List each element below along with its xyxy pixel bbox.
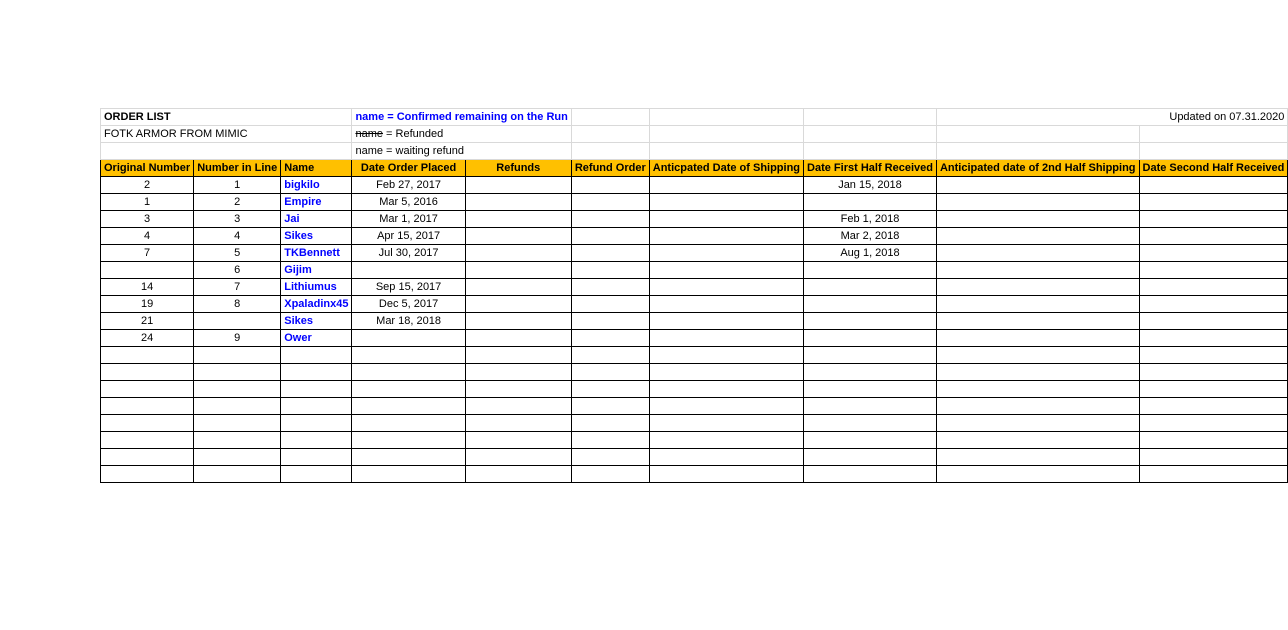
cell[interactable] — [465, 415, 571, 432]
cell[interactable] — [649, 245, 803, 262]
cell[interactable] — [571, 262, 649, 279]
legend-refunded-text: = Refunded — [382, 127, 444, 140]
cell-line[interactable] — [194, 466, 281, 483]
cell-original[interactable]: 4 — [101, 228, 194, 245]
cell-date[interactable] — [352, 381, 465, 398]
cell[interactable] — [936, 415, 1139, 432]
legend-confirmed[interactable]: name = Confirmed remaining on the Run — [352, 109, 571, 126]
cell-date[interactable]: Jul 30, 2017 — [352, 245, 465, 262]
cell-line[interactable] — [194, 347, 281, 364]
cell[interactable] — [936, 177, 1139, 194]
cell[interactable] — [571, 466, 649, 483]
cell[interactable] — [1139, 194, 1288, 211]
cell-line[interactable] — [194, 449, 281, 466]
cell-original[interactable]: 19 — [101, 296, 194, 313]
cell[interactable] — [936, 228, 1139, 245]
cell[interactable] — [1139, 466, 1288, 483]
table-row — [101, 449, 1288, 466]
cell[interactable] — [571, 194, 649, 211]
cell[interactable] — [1139, 211, 1288, 228]
cell[interactable] — [465, 364, 571, 381]
cell[interactable] — [936, 432, 1139, 449]
cell[interactable] — [649, 177, 803, 194]
cell[interactable] — [936, 194, 1139, 211]
cell-original[interactable] — [101, 381, 194, 398]
cell-name[interactable] — [281, 449, 352, 466]
cell[interactable] — [1139, 398, 1288, 415]
cell-name[interactable]: Gijim — [281, 262, 352, 279]
cell-name[interactable]: Ower — [281, 330, 352, 347]
title-row — [101, 109, 1288, 126]
cell-name[interactable] — [281, 364, 352, 381]
cell[interactable] — [1139, 245, 1288, 262]
header-date-order-placed[interactable]: Date Order Placed — [352, 160, 465, 177]
cell-name[interactable]: Sikes — [281, 228, 352, 245]
cell-name[interactable]: Xpaladinx45 — [281, 296, 352, 313]
cell-date[interactable]: Apr 15, 2017 — [352, 228, 465, 245]
updated-date[interactable]: Updated on 07.31.2020 — [936, 109, 1287, 126]
cell[interactable] — [465, 449, 571, 466]
cell-date[interactable]: Sep 15, 2017 — [352, 279, 465, 296]
cell-line[interactable]: 3 — [194, 211, 281, 228]
header-second-half-received[interactable]: Date Second Half Received — [1139, 160, 1288, 177]
cell[interactable] — [571, 415, 649, 432]
sheet-title[interactable]: ORDER LIST — [101, 109, 352, 126]
cell[interactable] — [465, 262, 571, 279]
cell[interactable] — [1139, 381, 1288, 398]
header-anticipated-2nd-half[interactable]: Anticipated date of 2nd Half Shipping — [936, 160, 1139, 177]
cell[interactable] — [1139, 177, 1288, 194]
header-row — [101, 160, 1288, 177]
cell[interactable] — [465, 432, 571, 449]
cell-date[interactable] — [352, 398, 465, 415]
cell-date[interactable]: Feb 27, 2017 — [352, 177, 465, 194]
header-name[interactable]: Name — [281, 160, 352, 177]
cell-line[interactable] — [194, 381, 281, 398]
cell-original[interactable]: 21 — [101, 313, 194, 330]
cell[interactable] — [1139, 126, 1288, 143]
cell[interactable] — [649, 398, 803, 415]
cell[interactable] — [571, 228, 649, 245]
cell[interactable] — [649, 126, 803, 143]
table-row — [101, 211, 1288, 228]
cell[interactable] — [571, 279, 649, 296]
cell[interactable] — [649, 432, 803, 449]
cell-line[interactable]: 2 — [194, 194, 281, 211]
cell[interactable] — [571, 364, 649, 381]
cell[interactable] — [649, 262, 803, 279]
table-row — [101, 466, 1288, 483]
cell-name[interactable] — [281, 432, 352, 449]
table-row — [101, 279, 1288, 296]
cell[interactable] — [804, 143, 937, 160]
cell-line[interactable] — [194, 364, 281, 381]
cell[interactable] — [649, 466, 803, 483]
cell[interactable] — [465, 177, 571, 194]
cell[interactable] — [1139, 228, 1288, 245]
cell-original[interactable] — [101, 364, 194, 381]
cell-original[interactable] — [101, 449, 194, 466]
cell-date[interactable] — [352, 347, 465, 364]
cell[interactable] — [1139, 262, 1288, 279]
table-row — [101, 347, 1288, 364]
cell-first[interactable] — [804, 347, 937, 364]
cell[interactable] — [571, 432, 649, 449]
table-row — [101, 245, 1288, 262]
cell[interactable] — [936, 211, 1139, 228]
table-row — [101, 432, 1288, 449]
cell-first[interactable] — [804, 415, 937, 432]
cell-name[interactable] — [281, 415, 352, 432]
table-row — [101, 330, 1288, 347]
legend-row — [101, 143, 1288, 160]
cell-original[interactable]: 2 — [101, 177, 194, 194]
cell[interactable] — [649, 313, 803, 330]
header-original-number[interactable]: Original Number — [101, 160, 194, 177]
table-row — [101, 177, 1288, 194]
subtitle-row — [101, 126, 1288, 143]
cell[interactable] — [465, 466, 571, 483]
cell[interactable] — [936, 449, 1139, 466]
cell[interactable] — [571, 398, 649, 415]
header-refund-order[interactable]: Refund Order — [571, 160, 649, 177]
cell-first[interactable] — [804, 398, 937, 415]
cell-original[interactable]: 7 — [101, 245, 194, 262]
cell[interactable] — [465, 296, 571, 313]
cell-first[interactable] — [804, 449, 937, 466]
table-row — [101, 296, 1288, 313]
cell-first[interactable]: Aug 1, 2018 — [804, 245, 937, 262]
cell[interactable] — [465, 211, 571, 228]
table-row — [101, 398, 1288, 415]
cell-line[interactable]: 9 — [194, 330, 281, 347]
cell[interactable] — [1139, 364, 1288, 381]
cell-date[interactable]: Dec 5, 2017 — [352, 296, 465, 313]
cell-original[interactable]: 24 — [101, 330, 194, 347]
cell-name[interactable]: bigkilo — [281, 177, 352, 194]
cell[interactable] — [936, 296, 1139, 313]
cell[interactable] — [649, 415, 803, 432]
header-first-half-received[interactable]: Date First Half Received — [804, 160, 937, 177]
cell[interactable] — [649, 347, 803, 364]
table-row — [101, 228, 1288, 245]
cell-line[interactable]: 7 — [194, 279, 281, 296]
cell-first[interactable] — [804, 432, 937, 449]
cell-first[interactable] — [804, 279, 937, 296]
cell[interactable] — [571, 126, 649, 143]
cell-line[interactable] — [194, 415, 281, 432]
cell-date[interactable] — [352, 432, 465, 449]
cell-line[interactable] — [194, 398, 281, 415]
cell[interactable] — [936, 330, 1139, 347]
sheet-subtitle[interactable]: FOTK ARMOR FROM MIMIC — [101, 126, 352, 143]
cell[interactable] — [1139, 330, 1288, 347]
cell[interactable] — [936, 347, 1139, 364]
cell-original[interactable] — [101, 432, 194, 449]
cell-date[interactable] — [352, 262, 465, 279]
cell-date[interactable]: Mar 5, 2016 — [352, 194, 465, 211]
cell-date[interactable] — [352, 466, 465, 483]
legend-waiting[interactable]: name = waiting refund — [352, 143, 571, 160]
cell-date[interactable] — [352, 415, 465, 432]
cell-line[interactable]: 5 — [194, 245, 281, 262]
cell-name[interactable]: Sikes — [281, 313, 352, 330]
cell-original[interactable]: 1 — [101, 194, 194, 211]
cell-first[interactable]: Jan 15, 2018 — [804, 177, 937, 194]
cell[interactable] — [804, 109, 937, 126]
cell-original[interactable] — [101, 262, 194, 279]
legend-refunded-name: name — [355, 127, 383, 140]
cell-name[interactable] — [281, 466, 352, 483]
cell[interactable] — [465, 245, 571, 262]
cell[interactable] — [1139, 415, 1288, 432]
cell-name[interactable] — [281, 398, 352, 415]
table-row — [101, 262, 1288, 279]
cell-name[interactable]: Jai — [281, 211, 352, 228]
cell-first[interactable] — [804, 330, 937, 347]
cell[interactable] — [1139, 296, 1288, 313]
cell[interactable] — [649, 194, 803, 211]
cell-name[interactable] — [281, 381, 352, 398]
cell[interactable] — [649, 143, 803, 160]
cell[interactable] — [571, 347, 649, 364]
cell[interactable] — [465, 279, 571, 296]
cell-first[interactable] — [804, 381, 937, 398]
cell[interactable] — [1139, 279, 1288, 296]
cell-date[interactable]: Mar 18, 2018 — [352, 313, 465, 330]
cell[interactable] — [649, 279, 803, 296]
cell[interactable] — [649, 449, 803, 466]
cell[interactable] — [936, 364, 1139, 381]
cell-original[interactable] — [101, 466, 194, 483]
cell[interactable] — [649, 211, 803, 228]
table-row — [101, 313, 1288, 330]
cell[interactable] — [571, 449, 649, 466]
cell-first[interactable] — [804, 466, 937, 483]
cell-original[interactable]: 14 — [101, 279, 194, 296]
cell[interactable] — [1139, 449, 1288, 466]
cell-first[interactable] — [804, 194, 937, 211]
cell[interactable] — [804, 126, 937, 143]
cell[interactable] — [571, 109, 649, 126]
cell[interactable] — [571, 330, 649, 347]
cell-first[interactable] — [804, 364, 937, 381]
cell[interactable] — [465, 347, 571, 364]
cell[interactable] — [936, 126, 1139, 143]
cell[interactable] — [936, 381, 1139, 398]
cell[interactable] — [936, 262, 1139, 279]
cell[interactable] — [465, 398, 571, 415]
cell[interactable] — [649, 296, 803, 313]
cell[interactable] — [571, 143, 649, 160]
cell-name[interactable] — [281, 347, 352, 364]
cell[interactable] — [571, 296, 649, 313]
cell[interactable] — [571, 211, 649, 228]
cell[interactable] — [465, 228, 571, 245]
cell-line[interactable]: 1 — [194, 177, 281, 194]
cell[interactable] — [936, 245, 1139, 262]
cell[interactable] — [101, 143, 352, 160]
table-row — [101, 415, 1288, 432]
cell[interactable] — [1139, 313, 1288, 330]
cell-line[interactable]: 6 — [194, 262, 281, 279]
cell[interactable] — [936, 143, 1139, 160]
cell-first[interactable] — [804, 262, 937, 279]
cell-date[interactable] — [352, 330, 465, 347]
table-row — [101, 364, 1288, 381]
cell-original[interactable] — [101, 347, 194, 364]
header-anticipated-shipping[interactable]: Anticpated Date of Shipping — [649, 160, 803, 177]
cell-name[interactable]: Empire — [281, 194, 352, 211]
cell-line[interactable] — [194, 313, 281, 330]
cell-name[interactable]: TKBennett — [281, 245, 352, 262]
cell-line[interactable]: 8 — [194, 296, 281, 313]
cell-first[interactable] — [804, 296, 937, 313]
cell[interactable] — [649, 330, 803, 347]
cell-name[interactable]: Lithiumus — [281, 279, 352, 296]
cell[interactable] — [649, 228, 803, 245]
cell-first[interactable]: Mar 2, 2018 — [804, 228, 937, 245]
table-row — [101, 381, 1288, 398]
cell[interactable] — [465, 313, 571, 330]
cell[interactable] — [936, 279, 1139, 296]
order-list-sheet — [100, 108, 1288, 483]
cell[interactable] — [571, 245, 649, 262]
cell[interactable] — [571, 381, 649, 398]
table-row — [101, 194, 1288, 211]
cell-line[interactable]: 4 — [194, 228, 281, 245]
cell-first[interactable]: Feb 1, 2018 — [804, 211, 937, 228]
cell[interactable] — [649, 109, 803, 126]
cell[interactable] — [936, 313, 1139, 330]
cell[interactable] — [571, 177, 649, 194]
cell-original[interactable] — [101, 415, 194, 432]
cell[interactable] — [465, 330, 571, 347]
cell[interactable] — [465, 194, 571, 211]
cell[interactable] — [1139, 432, 1288, 449]
cell[interactable] — [649, 364, 803, 381]
cell-date[interactable] — [352, 449, 465, 466]
cell[interactable] — [936, 466, 1139, 483]
cell-original[interactable] — [101, 398, 194, 415]
cell[interactable] — [1139, 143, 1288, 160]
cell-first[interactable] — [804, 313, 937, 330]
header-refunds[interactable]: Refunds — [465, 160, 571, 177]
cell[interactable] — [465, 381, 571, 398]
cell-original[interactable]: 3 — [101, 211, 194, 228]
cell[interactable] — [571, 313, 649, 330]
cell-date[interactable] — [352, 364, 465, 381]
header-number-in-line[interactable]: Number in Line — [194, 160, 281, 177]
cell-date[interactable]: Mar 1, 2017 — [352, 211, 465, 228]
cell[interactable] — [936, 398, 1139, 415]
cell[interactable] — [649, 381, 803, 398]
legend-refunded[interactable] — [352, 126, 571, 143]
cell-line[interactable] — [194, 432, 281, 449]
cell[interactable] — [1139, 347, 1288, 364]
